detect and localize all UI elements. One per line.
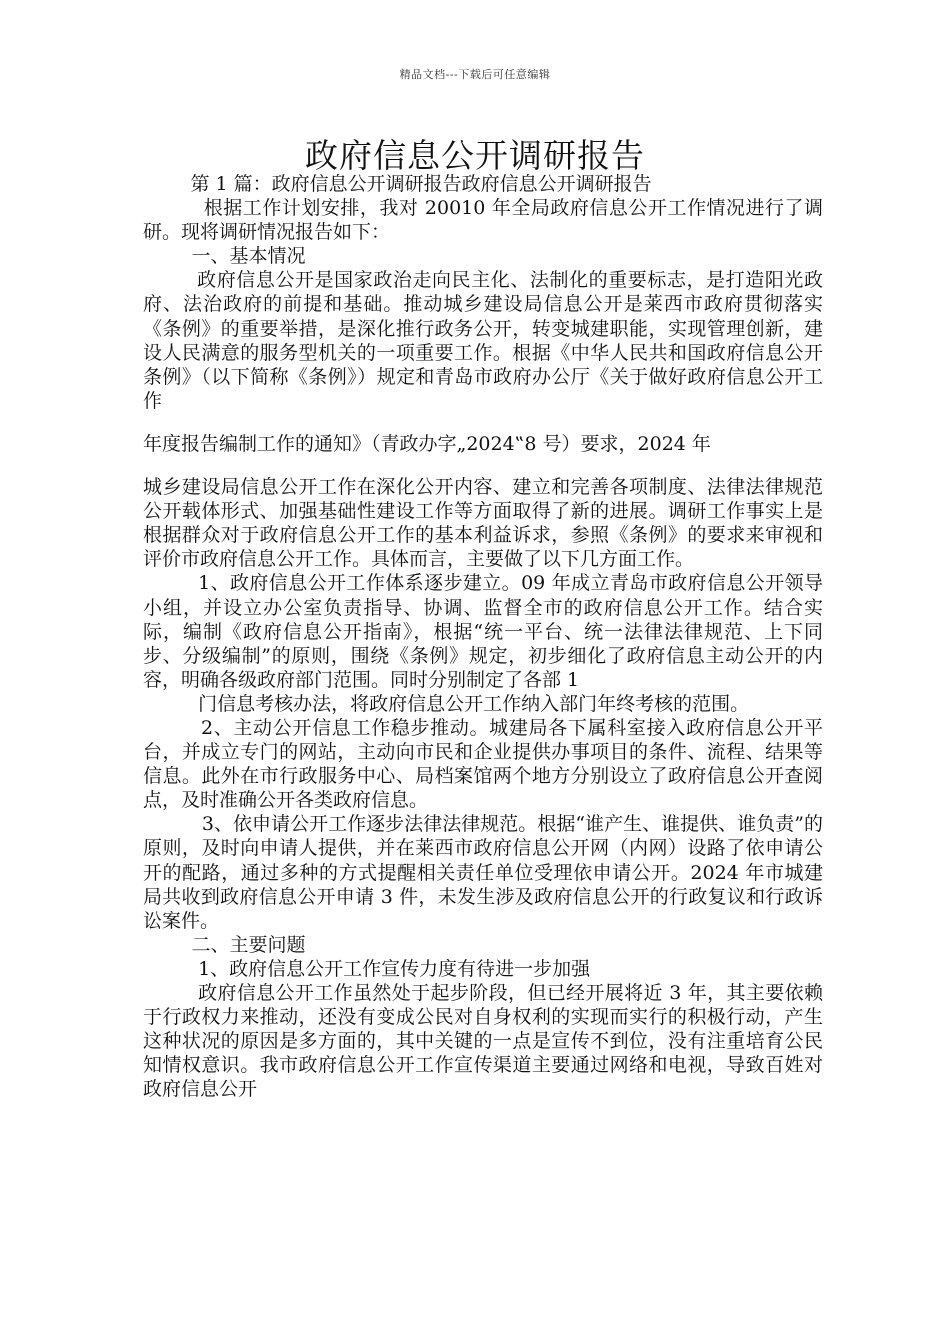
part-heading: 第 1 篇：政府信息公开调研报告政府信息公开调研报告	[190, 173, 652, 195]
header-note: 精品文档---下载后可任意编辑	[399, 68, 551, 81]
section-heading-basic: 一、基本情况	[191, 245, 306, 268]
paragraph-problem-1: 政府信息公开工作虽然处于起步阶段，但已经开展将近 3 年，其主要依赖于行政权力来推动，还没有变成公民对自身权利的实现而实行的积极行动，产生这种状况的原因是多方面的，其中关键的一点是宣传不到位，没有注重培育公民知情权意识。我市政府信息公开工作宣传渠道主要通过网络和电视，导致百姓对政府信息公开	[143, 982, 823, 1101]
document-body	[143, 172, 823, 1101]
intro-paragraph: 根据工作计划安排，我对 20010 年全局政府信息公开工作情况进行了调研。现将调研情况报告如下：	[143, 197, 823, 244]
paragraph-item-3: 3、依申请公开工作逐步法律法律规范。根据“谁产生、谁提供、谁负责”的原则，及时向申请人提供，并在莱西市政府信息公开网（内网）设路了依申请公开的配路，通过多种的方式提醒相关责任单位受理依申请公开。2024 年市城建局共收到政府信息公开申请 3 件，未发生涉及政府信息公开的行政复议和行政诉讼案件。	[143, 813, 823, 932]
paragraph-item-1-cont: 门信息考核办法，将政府信息公开工作纳入部门年终考核的范围。	[198, 692, 750, 715]
paragraph-item-2: 2、主动公开信息工作稳步推动。城建局各下属科室接入政府信息公开平台，并成立专门的网站，主动向市民和企业提供办事项目的条件、流程、结果等信息。此外在市行政服务中心、局档案馆两个地方分别设立了政府信息公开查阅点，及时准确公开各类政府信息。	[143, 716, 823, 812]
subheading-problem-1: 1、政府信息公开工作宣传力度有待进一步加强	[198, 957, 591, 980]
document-title: 政府信息公开调研报告	[305, 136, 645, 175]
paragraph-item-1: 1、政府信息公开工作体系逐步建立。09 年成立青岛市政府信息公开领导小组，并设立办公室负责指导、协调、监督全市的政府信息公开工作。结合实际，编制《政府信息公开指南》，根据“统一平台、统一法律法律规范、上下同步、分级编制”的原则，围绕《条例》规定，初步细化了政府信息主动公开的内容，明确各级政府部门范围。同时分别制定了各部 1	[143, 572, 823, 691]
section-heading-problems: 二、主要问题	[191, 933, 306, 956]
paragraph-basic-overview: 政府信息公开是国家政治走向民主化、法制化的重要标志，是打造阳光政府、法治政府的前提和基础。推动城乡建设局信息公开是莱西市政府贯彻落实《条例》的重要举措，是深化推行政务公开，转变城建职能，实现管理创新，建设人民满意的服务型机关的一项重要工作。根据《中华人民共和国政府信息公开条例》（以下简称《条例》）规定和青岛市政府办公厅《关于做好政府信息公开工作	[143, 269, 823, 412]
paragraph-notice-line: 年度报告编制工作的通知》（青政办字„2024‟8 号）要求，2024 年	[143, 432, 711, 455]
paragraph-progress: 城乡建设局信息公开工作在深化公开内容、建立和完善各项制度、法律法律规范公开载体形式、加强基础性建设工作等方面取得了新的进展。调研工作事实上是根据群众对于政府信息公开工作的基本利益诉求，参照《条例》的要求来审视和评价市政府信息公开工作。具体而言，主要做了以下几方面工作。	[143, 476, 823, 571]
